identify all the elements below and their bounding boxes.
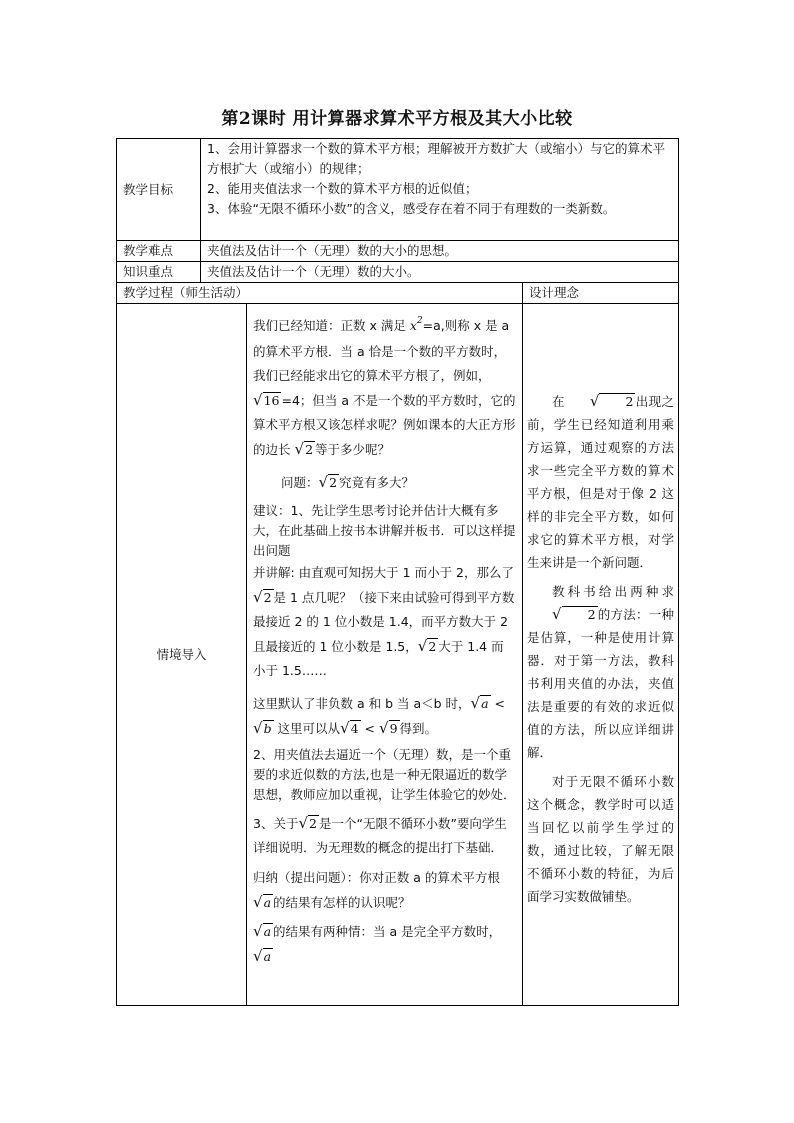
sqrt-a-formula: √a <box>253 893 272 911</box>
suggestion-3: 这里默认了非负数 a 和 b 当 a＜b 时，√a < √b 这里可以从√4 < √9 得到。 <box>253 691 516 741</box>
intro-row <box>117 304 679 1006</box>
design-paragraph-1: 在 √ 2 出现之前，学生已经知道利用乘方运算，通过观察的方法求一些完全平方数的算术平方根，但是对于像 2 这样的非完全平方数，如何求它的算术平方根，对学生来讲是一个新问题． <box>527 392 674 570</box>
sqrt-2-formula: √2 <box>298 814 317 832</box>
design-header: 设计理念 <box>523 283 679 304</box>
sqrt-2-formula: √2 <box>294 440 314 458</box>
difficulty-row <box>117 241 679 262</box>
difficulty-label: 教学难点 <box>117 241 201 262</box>
goal-item-2: 2、能用夹值法求一个数的算术平方根的近似值； <box>207 181 478 196</box>
question-line: 问题：√2 究竟有多大？ <box>253 470 516 495</box>
process-header-row <box>117 283 679 304</box>
sqrt-2-formula: √ 2 <box>589 392 634 410</box>
goal-item-1: 1、会用计算器求一个数的算术平方根；理解被开方数扩大（或缩小）与它的算术平方根扩大（或缩小）的规律； <box>207 141 665 176</box>
intro-content <box>247 304 523 1006</box>
design-content <box>523 304 679 1006</box>
keypoint-text: 夹值法及估计一个（无理）数的大小。 <box>201 262 679 283</box>
sqrt-a-formula: √a <box>253 922 272 940</box>
design-paragraph-3: 对于无限不循环小数这个概念，教学时可以适当回忆以前学生学过的数，通过比较，了解无限不循环小数的特征，为后面学习实数做铺垫。 <box>527 774 674 904</box>
sqrt-2-formula: √2 <box>318 473 338 491</box>
sqrt-a-formula: √a <box>470 694 489 712</box>
difficulty-text: 夹值法及估计一个（无理）数的大小的思想。 <box>201 241 679 262</box>
goals-row <box>117 139 679 241</box>
sqrt-9-formula: √9 <box>379 719 398 737</box>
process-header: 教学过程（师生活动） <box>117 283 523 304</box>
keypoint-label: 知识重点 <box>117 262 201 283</box>
sqrt-b-formula: √b <box>253 719 272 737</box>
goal-item-3: 3、体验“无限不循环小数”的含义，感受存在着不同于有理数的一类新数。 <box>207 201 616 216</box>
suggestion-4: 2、用夹值法去逼近一个（无理）数，是一个重要的求近似数的方法,也是一种无限逼近的数学思想，教师应加以重视，让学生体验它的妙处． <box>253 747 516 802</box>
sqrt-2-formula: √ 2 <box>552 605 596 623</box>
goals-label: 教学目标 <box>117 139 201 241</box>
design-paragraph-2: 教科书给出两种求√ 2 的方法：一种是估算，一种是使用计算器．对于第一方法，教科书利用夹值的办法，夹值法是重要的有效的求近似值的方法，所以应详细讲解． <box>527 584 674 760</box>
sqrt-a-formula: √a <box>253 947 272 965</box>
keypoint-row <box>117 262 679 283</box>
suggestion-2: 并讲解: 由直观可知拐大于 1 而小于 2，那么了√2 是 1 点几呢？（接下来由试验可得到平方数最接近 2 的 1 位小数是 1.4，而平方数大于 2 且最接近的 1 位小数是 1.5，√2 大于 1.4 而小于 1.5…… <box>253 565 515 678</box>
lesson-plan-table <box>116 138 679 1006</box>
suggestion-5: 3、关于√2 是一个“无限不循环小数”要向学生详细说明．为无理数的概念的提出打下基础． <box>253 811 516 860</box>
sqrt-16-formula: √16 <box>253 391 280 409</box>
intro-paragraph-1: 我们已经知道：正数 x 满足 $x^2=a$,则称 x 是 a 的算术平方根．当 a 恰是一个数的平方数时，我们已经能求出它的算术平方根了，例如， √16 =4；但当 a 不是一个数的平方数时，它的算术平方根又该怎样求呢？例如课本的大正方形的边长 √2 等于多少呢？ <box>253 314 516 462</box>
summary-question: 归纳（提出问题）：你对正数 a 的算术平方根√a 的结果有怎样的认识呢？ <box>253 866 516 915</box>
goals-content <box>201 139 679 241</box>
summary-answer: √a 的结果有两种情：当 a 是完全平方数时，√a <box>253 919 516 969</box>
sqrt-2-formula: √2 <box>253 588 272 606</box>
sqrt-4-formula: √4 <box>340 719 359 737</box>
x-variable: $x^2$ <box>409 316 423 333</box>
suggestion-1: 建议：1、先让学生思考讨论并估计大概有多大，在此基础上按书本讲解并板书．可以这样提出问题 <box>253 503 516 558</box>
sqrt-2-formula: √2 <box>417 637 437 655</box>
page-title: 第2课时 用计算器求算术平方根及其大小比较 <box>221 109 573 129</box>
intro-label: 情境导入 <box>117 304 247 1006</box>
